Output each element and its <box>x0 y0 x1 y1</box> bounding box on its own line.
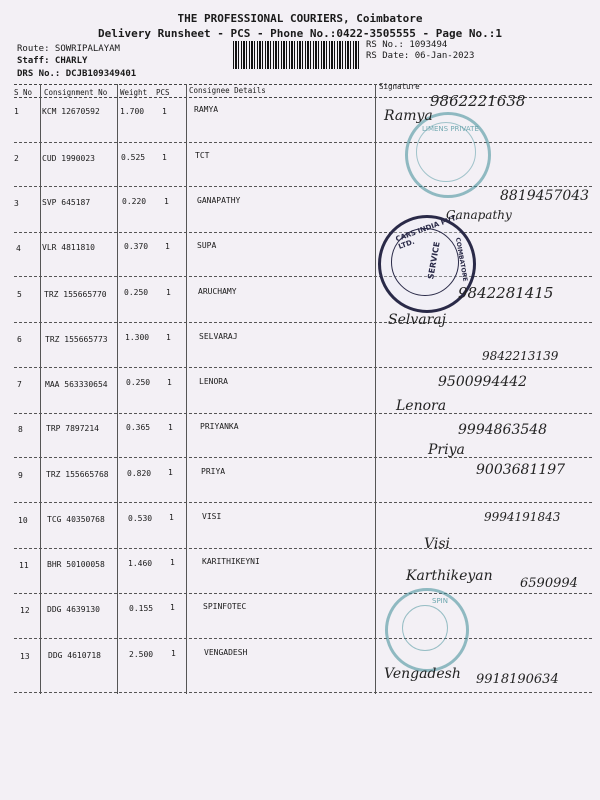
signature: Ganapathy <box>446 208 512 222</box>
row-weight: 0.525 <box>121 153 146 162</box>
row-consignee: VENGADESH <box>204 648 248 657</box>
row-consignee: SPINFOTEC <box>203 602 247 611</box>
row-consignment: VLR 4811810 <box>42 243 95 252</box>
row-consignee: PRIYANKA <box>200 422 239 431</box>
row-weight: 0.820 <box>127 469 152 478</box>
row-sno: 5 <box>17 290 22 299</box>
row-separator <box>14 457 592 458</box>
handwriting: 8819457043 <box>500 188 590 204</box>
row-sno: 10 <box>18 516 28 525</box>
row-consignment: TRZ 155665770 <box>44 290 107 299</box>
row-pcs: 1 <box>170 558 175 567</box>
handwriting: 9842213139 <box>482 349 559 363</box>
row-consignee: SELVARAJ <box>199 332 238 341</box>
row-consignment: DDG 4639130 <box>47 605 100 614</box>
row-consignment: CUD 1990023 <box>42 154 95 163</box>
row-separator <box>14 186 592 187</box>
row-consignment: SVP 645187 <box>42 198 91 207</box>
row-sno: 11 <box>19 561 29 570</box>
rs-date: RS Date: 06-Jan-2023 <box>366 51 475 61</box>
company-stamp-1 <box>405 112 491 198</box>
row-consignee: SUPA <box>197 241 217 250</box>
row-consignee: GANAPATHY <box>197 196 241 205</box>
row-separator <box>14 638 592 639</box>
row-pcs: 1 <box>168 468 173 477</box>
handwriting: 9862221638 <box>430 92 526 110</box>
handwriting: 6590994 <box>520 576 578 591</box>
row-pcs: 1 <box>164 197 169 206</box>
col-divider-4 <box>375 84 376 694</box>
signature: Lenora <box>396 398 447 414</box>
runsheet-subtitle: Delivery Runsheet - PCS - Phone No.:0422-3505555 - Page No.:1 <box>98 27 502 40</box>
row-sno: 3 <box>14 199 19 208</box>
row-consignee: ARUCHAMY <box>198 287 237 296</box>
handwriting: 9994191843 <box>484 510 561 524</box>
signature: Visi <box>424 536 451 552</box>
col-consignee: Consignee Details <box>189 86 266 95</box>
row-sno: 2 <box>14 154 19 163</box>
row-consignee: PRIYA <box>201 467 226 476</box>
row-separator <box>14 548 592 549</box>
row-separator <box>14 502 592 503</box>
row-separator <box>14 692 592 693</box>
signature: Priya <box>428 442 465 458</box>
row-consignee: KARITHIKEYNI <box>202 557 260 566</box>
row-pcs: 1 <box>167 378 172 387</box>
row-separator <box>14 413 592 414</box>
row-separator <box>14 593 592 594</box>
row-sno: 7 <box>17 380 22 389</box>
row-separator <box>14 322 592 323</box>
row-separator <box>14 232 592 233</box>
signature: Karthikeyan <box>406 568 493 584</box>
row-weight: 0.155 <box>129 604 154 613</box>
row-pcs: 1 <box>166 333 171 342</box>
rs-number: RS No.: 1093494 <box>366 40 448 50</box>
stamp-text: SERVICE <box>426 241 442 280</box>
row-pcs: 1 <box>169 513 174 522</box>
row-weight: 2.500 <box>129 650 154 659</box>
row-weight: 1.300 <box>125 333 150 342</box>
handwriting: 9842281415 <box>458 284 554 302</box>
row-sno: 4 <box>16 244 21 253</box>
row-sno: 6 <box>17 335 22 344</box>
row-separator <box>14 142 592 143</box>
row-consignment: TRZ 155665768 <box>46 470 109 479</box>
row-pcs: 1 <box>162 107 167 116</box>
row-separator <box>14 276 592 277</box>
col-weight: Weight <box>120 88 148 97</box>
company-stamp-3 <box>385 588 469 672</box>
row-consignee: VISI <box>202 512 222 521</box>
row-consignment: MAA 563330654 <box>45 380 108 389</box>
row-sno: 12 <box>20 606 30 615</box>
handwriting: 9994863548 <box>458 422 548 438</box>
handwriting: 9003681197 <box>476 462 566 478</box>
row-consignee: TCT <box>195 151 210 160</box>
col-consignment: Consignment No <box>44 88 108 97</box>
row-weight: 0.530 <box>128 514 153 523</box>
header-top-rule <box>14 84 592 85</box>
row-sno: 8 <box>18 425 23 434</box>
row-pcs: 1 <box>165 242 170 251</box>
drs-label: DRS No.: DCJB109349401 <box>17 69 137 79</box>
row-separator <box>14 367 592 368</box>
row-consignment: BHR 50100058 <box>47 560 105 569</box>
handwriting: 9918190634 <box>476 672 559 687</box>
col-divider-3 <box>186 84 187 694</box>
row-consignment: TRP 7897214 <box>46 424 99 433</box>
col-divider-1 <box>40 84 41 694</box>
row-sno: 1 <box>14 107 19 116</box>
col-signature: Signature <box>379 82 420 91</box>
row-consignee: LENORA <box>199 377 228 386</box>
row-pcs: 1 <box>166 288 171 297</box>
col-sno: S No <box>14 88 33 97</box>
signature: Selvaraj <box>388 312 446 328</box>
col-divider-2 <box>117 84 118 694</box>
stamp-text: CARS INDIA PVT. LTD. <box>394 213 459 251</box>
row-pcs: 1 <box>162 153 167 162</box>
row-pcs: 1 <box>171 649 176 658</box>
handwriting: 9500994442 <box>438 374 528 390</box>
signature: Ramya <box>384 108 433 124</box>
row-sno: 9 <box>18 471 23 480</box>
company-title: THE PROFESSIONAL COURIERS, Coimbatore <box>177 12 423 25</box>
row-consignment: DDG 4610718 <box>48 651 101 660</box>
stamp-text: SPIN <box>432 597 448 605</box>
row-consignment: TRZ 155665773 <box>45 335 108 344</box>
row-pcs: 1 <box>170 603 175 612</box>
row-consignment: KCM 12670592 <box>42 107 100 116</box>
row-sno: 13 <box>20 652 30 661</box>
row-weight: 0.250 <box>126 378 151 387</box>
row-consignment: TCG 40350768 <box>47 515 105 524</box>
row-weight: 0.250 <box>124 288 149 297</box>
row-consignee: RAMYA <box>194 105 219 114</box>
row-pcs: 1 <box>168 423 173 432</box>
row-weight: 0.370 <box>124 242 149 251</box>
col-pcs: PCS <box>156 88 170 97</box>
row-weight: 1.700 <box>120 107 145 116</box>
row-weight: 0.220 <box>122 197 147 206</box>
barcode <box>233 41 361 69</box>
stamp-text: COIMBATORE <box>453 237 469 282</box>
route-label: Route: SOWRIPALAYAM <box>17 44 120 54</box>
staff-label: Staff: CHARLY <box>17 56 88 66</box>
row-weight: 0.365 <box>126 423 151 432</box>
stamp-text: LIMENS PRIVATE <box>422 125 479 133</box>
signature: Vengadesh <box>384 666 461 682</box>
row-weight: 1.460 <box>128 559 153 568</box>
